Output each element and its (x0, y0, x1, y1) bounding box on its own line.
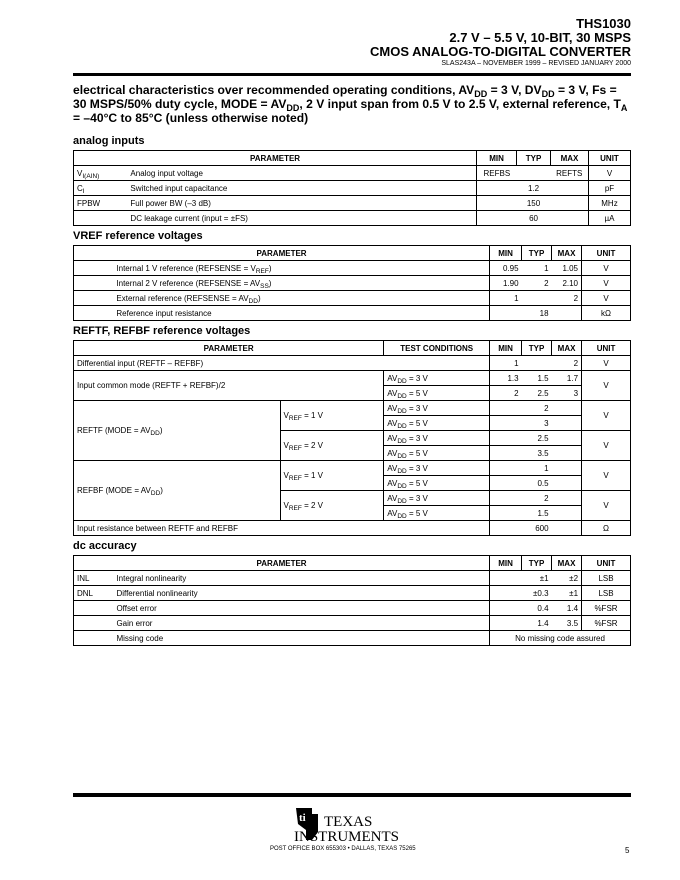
table-row: $AV_{DD} = 5$ V 2 2.5 3 (74, 386, 631, 401)
table-row: REFBF (MODE = $AV_{DD}$) $V_{REF} = 1$ V $AV_{DD} = 3$ V 1 V (74, 461, 631, 476)
svg-text:TEXAS: TEXAS (324, 814, 373, 830)
dc-accuracy-heading: dc accuracy (73, 540, 137, 552)
table-row: External reference (REFSENSE = $AV_{DD}$) 1 2 V (74, 291, 631, 306)
table-row: Missing code No missing code assured (74, 631, 631, 646)
table-row: $V_{REF} = 2$ V $AV_{DD} = 3$ V 2.5 V (74, 431, 631, 446)
footer-rule (73, 793, 631, 797)
dc-accuracy-table: PARAMETER MIN TYP MAX UNIT INL Integral nonlinearity ±1 ±2 LSB DNL Differential nonlinearity ±0.3 ±1 LSB Offset error 0.4 1.4 %FSR Gain error 1.4 3.5 %FSR Missing code No missing code assured (73, 555, 631, 646)
header-line3: CMOS ANALOG-TO-DIGITAL CONVERTER (370, 44, 631, 59)
table-row: INL Integral nonlinearity ±1 ±2 LSB (74, 571, 631, 586)
footer-address: POST OFFICE BOX 655303 • DALLAS, TEXAS 75265 (270, 846, 416, 852)
table-row: Input common mode (REFTF + REFBF)/2 $AV_{DD} = 3$ V 1.3 1.5 1.7 V (74, 371, 631, 386)
table-row: Offset error 0.4 1.4 %FSR (74, 601, 631, 616)
svg-text:ti: ti (299, 812, 306, 824)
reftf-refbf-heading: REFTF, REFBF reference voltages (73, 325, 251, 337)
table-row: Reference input resistance 18 kΩ (74, 306, 631, 321)
table-row: REFTF (MODE = $AV_{DD}$) $V_{REF} = 1$ V $AV_{DD} = 3$ V 2 V (74, 401, 631, 416)
table-row: Differential input (REFTF – REFBF) 1 2 V (74, 356, 631, 371)
table-row: $AV_{DD} = 5$ V 0.5 (74, 476, 631, 491)
table-row: Internal 1 V reference (REFSENSE = $V_{REF}$) 0.95 1 1.05 V (74, 261, 631, 276)
table-row: $AV_{DD} = 5$ V 3.5 (74, 446, 631, 461)
table-row: DC leakage current (input = ±FS) 60 µA (74, 211, 631, 226)
table-row: Internal 2 V reference (REFSENSE = $AV_{SS}$) 1.90 2 2.10 V (74, 276, 631, 291)
vref-heading: VREF reference voltages (73, 230, 203, 242)
ti-logo (292, 804, 412, 844)
table-row: $V_{REF} = 2$ V $AV_{DD} = 3$ V 2 V (74, 491, 631, 506)
analog-inputs-table: PARAMETER MIN TYP MAX UNIT $V_{I(AIN)}$ Analog input voltage REFBS REFTS V $C_I$ Switched input capacitance 1.2 pF FPBW Full power BW (–3 dB) 150 MHz DC leakage current (input = ±FS) 60 µA (73, 150, 631, 226)
part-number: THS1030 (576, 16, 631, 31)
header-line2: 2.7 V – 5.5 V, 10-BIT, 30 MSPS (449, 30, 631, 45)
table-row: Input resistance between REFTF and REFBF 600 Ω (74, 521, 631, 536)
page-number: 5 (625, 846, 630, 855)
vref-table: PARAMETER MIN TYP MAX UNIT Internal 1 V reference (REFSENSE = $V_{REF}$) 0.95 1 1.05 V Internal 2 V reference (REFSENSE = $AV_{SS}$) 1.90 2 2.10 V External reference (REFSENSE = $AV_{DD}$) 1 2 V Reference input resistance 18 kΩ (73, 245, 631, 321)
ti-logo-icon (292, 804, 412, 844)
section-title: electrical characteristics over recommended operating conditions, $AV_{DD} = 3$ V, $DV_{DD} = 3$ V, Fs = 30 MSPS/50% duty cycle, MODE = $AV_{DD}$, 2 V input span from 0.5 V to 2.5 V, external reference, $T_A = -40^\circ C$ to 85°C (unless otherwise noted) (73, 83, 628, 125)
table-row: $AV_{DD} = 5$ V 3 (74, 416, 631, 431)
reftf-refbf-table: PARAMETER TEST CONDITIONS MIN TYP MAX UNIT Differential input (REFTF – REFBF) 1 2 V Input common mode (REFTF + REFBF)/2 $AV_{DD} = 3$ V 1.3 1.5 1.7 V $AV_{DD} = 5$ V 2 2.5 3 REFTF (MODE = $AV_{DD}$) $V_{REF} = 1$ V $AV_{DD} = 3$ V 2 V $AV_{DD} = 5$ V 3 $V_{REF} = 2$ V $AV_{DD} = 3$ V 2.5 V $AV_{DD} = 5$ V 3.5 REFBF (MODE = $AV_{DD}$) $V_{REF} = 1$ V $AV_{DD} = 3$ V 1 V $AV_{DD} = 5$ V 0.5 $V_{REF} = 2$ V $AV_{DD} = 3$ V 2 V $AV_{DD} = 5$ V 1.5 Input resistance between REFTF and REFBF 600 Ω (73, 340, 631, 536)
table-row: Gain error 1.4 3.5 %FSR (74, 616, 631, 631)
doc-revision: SLAS243A – NOVEMBER 1999 – REVISED JANUARY 2000 (441, 60, 631, 67)
table-row: DNL Differential nonlinearity ±0.3 ±1 LSB (74, 586, 631, 601)
svg-text:INSTRUMENTS: INSTRUMENTS (294, 829, 400, 844)
table-row: FPBW Full power BW (–3 dB) 150 MHz (74, 196, 631, 211)
header-rule (73, 73, 631, 76)
page-header (370, 17, 631, 68)
analog-inputs-heading: analog inputs (73, 135, 145, 147)
table-row: $AV_{DD} = 5$ V 1.5 (74, 506, 631, 521)
table-row: $V_{I(AIN)}$ Analog input voltage REFBS REFTS V (74, 166, 631, 181)
table-row: $C_I$ Switched input capacitance 1.2 pF (74, 181, 631, 196)
